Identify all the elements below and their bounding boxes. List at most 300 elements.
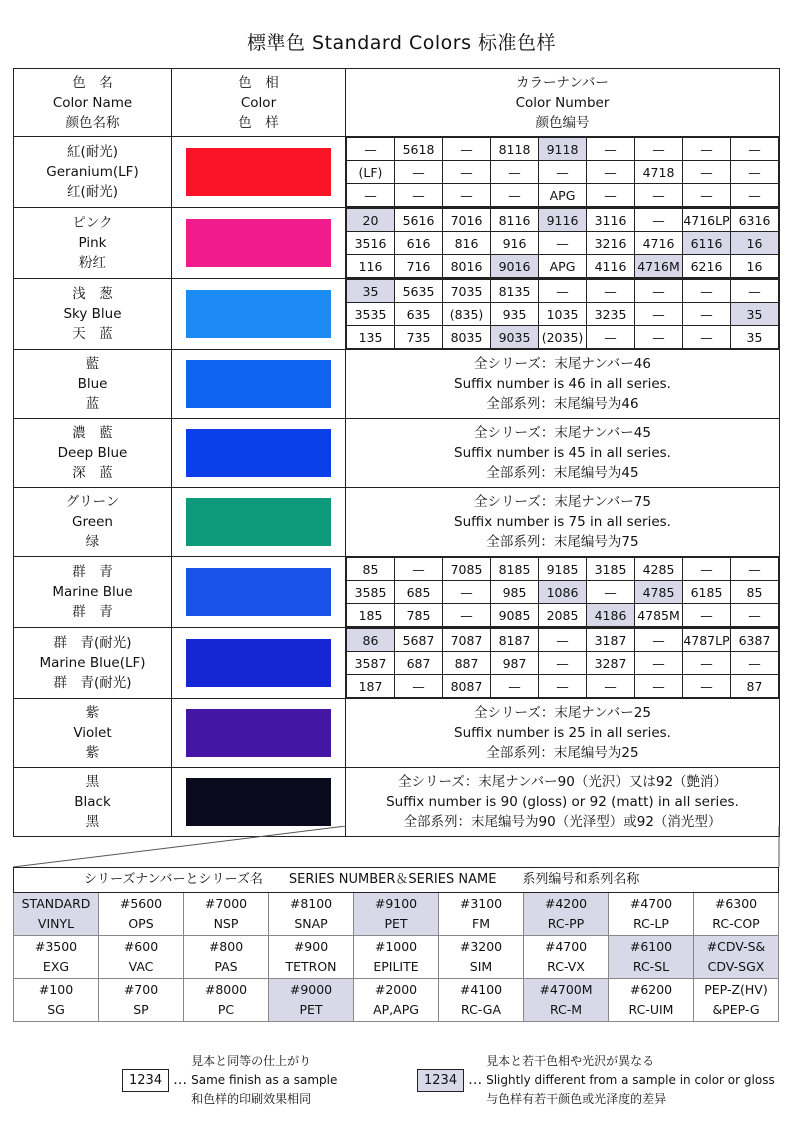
suffix-note-line: Suffix number is 46 in all series. bbox=[454, 376, 671, 392]
number-row bbox=[347, 604, 779, 627]
series-number: #6200 bbox=[629, 982, 673, 997]
color-number: — bbox=[731, 138, 779, 161]
series-name: AP,APG bbox=[373, 1002, 419, 1017]
color-number: 35 bbox=[731, 326, 779, 349]
legend-line: Same finish as a sample bbox=[191, 1073, 338, 1087]
series-name: RC-PP bbox=[547, 916, 585, 931]
series-name: RC-UIM bbox=[628, 1002, 674, 1017]
series-name: RC-COP bbox=[712, 916, 760, 931]
color-row-marineblue-lf bbox=[14, 628, 780, 699]
header-text: Color bbox=[240, 94, 277, 111]
color-number: 4785 bbox=[635, 581, 683, 604]
color-name-line: 群 青(耐光) bbox=[53, 675, 132, 691]
color-name-line: Black bbox=[74, 794, 111, 810]
series-number: #6300 bbox=[714, 896, 758, 911]
legend-text bbox=[191, 1052, 337, 1109]
color-name-line: 深 蓝 bbox=[72, 465, 113, 481]
color-number: 887 bbox=[443, 652, 491, 675]
series-number: #3500 bbox=[34, 939, 78, 954]
suffix-note-line: 全部系列：末尾编号为75 bbox=[486, 534, 639, 550]
legend-dots: … bbox=[173, 1072, 188, 1088]
series-number: #900 bbox=[293, 939, 329, 954]
legend-line: 与色样有若干颜色或光泽度的差异 bbox=[486, 1092, 667, 1106]
color-number: 20 bbox=[347, 209, 395, 232]
color-name-line: Marine Blue(LF) bbox=[39, 655, 146, 671]
color-number: — bbox=[443, 581, 491, 604]
series-name: NSP bbox=[213, 916, 239, 931]
color-number: 16 bbox=[731, 232, 779, 255]
legend-slightly-different bbox=[417, 1052, 775, 1109]
series-table bbox=[13, 867, 779, 1022]
color-number: — bbox=[587, 675, 635, 698]
color-number: 935 bbox=[491, 303, 539, 326]
series-cell bbox=[184, 893, 269, 936]
color-number: — bbox=[539, 161, 587, 184]
suffix-note-line: 全シリーズ：末尾ナンバー90（光沢）又は92（艶消） bbox=[397, 774, 728, 790]
color-number-grid bbox=[346, 208, 779, 278]
color-number: 3516 bbox=[347, 232, 395, 255]
number-row bbox=[347, 326, 779, 349]
color-number: 5687 bbox=[395, 629, 443, 652]
color-swatch-cell bbox=[172, 557, 346, 628]
series-cell bbox=[14, 936, 99, 979]
series-cell bbox=[14, 893, 99, 936]
color-numbers bbox=[346, 557, 780, 628]
color-name bbox=[14, 488, 172, 557]
series-cell bbox=[269, 979, 354, 1022]
color-name bbox=[14, 350, 172, 419]
color-number-grid bbox=[346, 279, 779, 349]
color-number: 3216 bbox=[587, 232, 635, 255]
series-name: RC-M bbox=[549, 1002, 583, 1017]
color-number: — bbox=[731, 652, 779, 675]
series-name: PC bbox=[217, 1002, 235, 1017]
series-number: #2000 bbox=[374, 982, 418, 997]
color-number: — bbox=[635, 629, 683, 652]
series-cell bbox=[609, 893, 694, 936]
color-name-line: 蓝 bbox=[85, 396, 100, 412]
color-number: 4716 bbox=[635, 232, 683, 255]
color-number: 86 bbox=[347, 629, 395, 652]
color-number: (835) bbox=[443, 303, 491, 326]
color-number: — bbox=[635, 303, 683, 326]
color-number: 85 bbox=[347, 558, 395, 581]
legend-dots: … bbox=[468, 1072, 483, 1088]
color-name-line: Blue bbox=[77, 376, 108, 392]
color-name-line: 濃 藍 bbox=[72, 425, 113, 441]
color-number: 9116 bbox=[539, 209, 587, 232]
series-name: OPS bbox=[128, 916, 154, 931]
color-number: 616 bbox=[395, 232, 443, 255]
series-cell bbox=[99, 936, 184, 979]
color-swatch-cell bbox=[172, 350, 346, 419]
header-color-name bbox=[14, 69, 172, 137]
legend-text bbox=[486, 1052, 775, 1109]
color-number: — bbox=[539, 675, 587, 698]
color-name-line: 群 青 bbox=[72, 604, 113, 620]
series-name: SG bbox=[47, 1002, 65, 1017]
color-numbers bbox=[346, 137, 780, 208]
series-name: SIM bbox=[469, 959, 493, 974]
header-text: 颜色名称 bbox=[65, 114, 120, 131]
color-number: — bbox=[443, 138, 491, 161]
color-name-line: Marine Blue bbox=[52, 584, 133, 600]
color-number: — bbox=[347, 184, 395, 207]
color-number: 3287 bbox=[587, 652, 635, 675]
color-name-line: 绿 bbox=[85, 534, 100, 550]
color-number: 16 bbox=[731, 255, 779, 278]
color-number: 8116 bbox=[491, 209, 539, 232]
series-number: #1000 bbox=[374, 939, 418, 954]
color-number: — bbox=[587, 326, 635, 349]
color-number: — bbox=[587, 161, 635, 184]
suffix-note-line: 全シリーズ：末尾ナンバー46 bbox=[474, 356, 651, 372]
color-number: 3587 bbox=[347, 652, 395, 675]
color-numbers bbox=[346, 208, 780, 279]
series-row bbox=[14, 936, 779, 979]
color-number: — bbox=[635, 184, 683, 207]
series-heading-row bbox=[14, 868, 779, 893]
color-number: — bbox=[731, 184, 779, 207]
color-number: 7016 bbox=[443, 209, 491, 232]
color-number: 6116 bbox=[683, 232, 731, 255]
color-number: — bbox=[539, 232, 587, 255]
color-name-line: 紅(耐光) bbox=[66, 144, 119, 160]
color-row-deepblue bbox=[14, 419, 780, 488]
color-number: 9016 bbox=[491, 255, 539, 278]
color-swatch bbox=[186, 360, 331, 408]
series-name: EPILITE bbox=[373, 959, 419, 974]
color-number: 687 bbox=[395, 652, 443, 675]
series-cell bbox=[269, 936, 354, 979]
color-number: 3235 bbox=[587, 303, 635, 326]
color-number: 716 bbox=[395, 255, 443, 278]
color-number: — bbox=[587, 184, 635, 207]
color-number: — bbox=[635, 326, 683, 349]
series-number: #4700 bbox=[544, 939, 588, 954]
series-name: RC-LP bbox=[633, 916, 669, 931]
series-number: #700 bbox=[123, 982, 159, 997]
color-number: — bbox=[395, 184, 443, 207]
color-number: 6185 bbox=[683, 581, 731, 604]
color-number: — bbox=[347, 138, 395, 161]
color-numbers bbox=[346, 699, 780, 768]
color-row-green bbox=[14, 488, 780, 557]
color-number: — bbox=[491, 161, 539, 184]
color-row-pink bbox=[14, 208, 780, 279]
color-swatch bbox=[186, 639, 331, 687]
color-number: — bbox=[635, 280, 683, 303]
color-number: 7035 bbox=[443, 280, 491, 303]
color-number: — bbox=[683, 161, 731, 184]
header-text: Color Number bbox=[515, 94, 610, 111]
color-swatch-cell bbox=[172, 279, 346, 350]
series-number: #9000 bbox=[289, 982, 333, 997]
color-number: — bbox=[635, 138, 683, 161]
color-number: 185 bbox=[347, 604, 395, 627]
color-name bbox=[14, 419, 172, 488]
color-number: 9035 bbox=[491, 326, 539, 349]
series-cell bbox=[524, 893, 609, 936]
color-number: 5616 bbox=[395, 209, 443, 232]
color-number: — bbox=[683, 303, 731, 326]
series-name: TETRON bbox=[285, 959, 337, 974]
series-name: PET bbox=[384, 916, 408, 931]
suffix-note-line: 全部系列：末尾编号为46 bbox=[486, 396, 639, 412]
color-swatch-cell bbox=[172, 419, 346, 488]
suffix-note-line: Suffix number is 45 in all series. bbox=[454, 445, 671, 461]
series-number: #9100 bbox=[374, 896, 418, 911]
color-name-line: 群 青(耐光) bbox=[53, 635, 132, 651]
header-text: 色 相 bbox=[238, 74, 279, 91]
color-row-marineblue bbox=[14, 557, 780, 628]
color-number: — bbox=[443, 604, 491, 627]
series-cell bbox=[524, 979, 609, 1022]
series-cell bbox=[439, 893, 524, 936]
legend-sample-box: 1234 bbox=[122, 1069, 169, 1092]
color-number: 785 bbox=[395, 604, 443, 627]
series-cell bbox=[99, 979, 184, 1022]
color-number: 35 bbox=[347, 280, 395, 303]
color-name-line: ピンク bbox=[72, 215, 113, 231]
series-cell bbox=[694, 893, 779, 936]
color-name bbox=[14, 208, 172, 279]
color-number: — bbox=[731, 604, 779, 627]
color-number: — bbox=[539, 280, 587, 303]
color-number: — bbox=[683, 652, 731, 675]
series-number: #8100 bbox=[289, 896, 333, 911]
color-number: 916 bbox=[491, 232, 539, 255]
color-name-line: 紫 bbox=[85, 705, 100, 721]
legend-line: Slightly different from a sample in color or gloss bbox=[486, 1073, 775, 1087]
header-color-swatch bbox=[172, 69, 346, 137]
color-number: 4716LP bbox=[683, 209, 731, 232]
color-number: — bbox=[731, 558, 779, 581]
series-cell bbox=[354, 936, 439, 979]
color-name-line: Sky Blue bbox=[63, 306, 122, 322]
series-number: #8000 bbox=[204, 982, 248, 997]
color-number: 4116 bbox=[587, 255, 635, 278]
header-text: 色 样 bbox=[238, 114, 279, 131]
color-swatch-cell bbox=[172, 208, 346, 279]
series-number: #4700 bbox=[629, 896, 673, 911]
series-name: SP bbox=[133, 1002, 149, 1017]
color-number: 7085 bbox=[443, 558, 491, 581]
color-swatch bbox=[186, 429, 331, 477]
color-name-line: グリーン bbox=[65, 494, 120, 510]
color-number: 3585 bbox=[347, 581, 395, 604]
color-swatch bbox=[186, 498, 331, 546]
header-text: 颜色编号 bbox=[535, 114, 590, 131]
color-number-grid bbox=[346, 137, 779, 207]
series-name: PAS bbox=[214, 959, 238, 974]
color-number: 3185 bbox=[587, 558, 635, 581]
series-name: FM bbox=[472, 916, 490, 931]
color-number: 8135 bbox=[491, 280, 539, 303]
color-number: 187 bbox=[347, 675, 395, 698]
header-color-number bbox=[346, 69, 780, 137]
color-number: 735 bbox=[395, 326, 443, 349]
suffix-note-line: 全シリーズ：末尾ナンバー25 bbox=[474, 705, 651, 721]
color-number: 8187 bbox=[491, 629, 539, 652]
color-name-line: 红(耐光) bbox=[66, 184, 119, 200]
color-number: — bbox=[683, 184, 731, 207]
color-number: — bbox=[587, 138, 635, 161]
suffix-note-line: 全部系列：末尾编号为45 bbox=[486, 465, 639, 481]
series-cell bbox=[184, 979, 269, 1022]
color-name-line: Geranium(LF) bbox=[46, 164, 139, 180]
color-number: — bbox=[443, 184, 491, 207]
color-number: — bbox=[683, 138, 731, 161]
color-number: 7087 bbox=[443, 629, 491, 652]
series-number: #7000 bbox=[204, 896, 248, 911]
series-name: VAC bbox=[128, 959, 154, 974]
color-name bbox=[14, 279, 172, 350]
color-number: 3535 bbox=[347, 303, 395, 326]
color-number: APG bbox=[539, 184, 587, 207]
color-number: — bbox=[683, 558, 731, 581]
number-row bbox=[347, 558, 779, 581]
series-cell bbox=[694, 936, 779, 979]
series-name: SNAP bbox=[294, 916, 328, 931]
color-name-line: 藍 bbox=[85, 356, 100, 372]
color-number-grid bbox=[346, 557, 779, 627]
color-number: 3187 bbox=[587, 629, 635, 652]
header-text: カラーナンバー bbox=[516, 74, 609, 91]
color-number: 9118 bbox=[539, 138, 587, 161]
series-name: RC-SL bbox=[632, 959, 670, 974]
series-row bbox=[14, 979, 779, 1022]
suffix-note-line: Suffix number is 25 in all series. bbox=[454, 725, 671, 741]
series-cell bbox=[439, 979, 524, 1022]
series-number: #100 bbox=[38, 982, 74, 997]
color-number: 2085 bbox=[539, 604, 587, 627]
color-number: APG bbox=[539, 255, 587, 278]
series-name: &PEP-G bbox=[712, 1002, 760, 1017]
number-row bbox=[347, 138, 779, 161]
color-number: 85 bbox=[731, 581, 779, 604]
number-row bbox=[347, 675, 779, 698]
series-cell bbox=[14, 979, 99, 1022]
series-name: CDV-SGX bbox=[707, 959, 765, 974]
color-swatch bbox=[186, 568, 331, 616]
color-name-line: Deep Blue bbox=[57, 445, 128, 461]
color-number: 135 bbox=[347, 326, 395, 349]
number-row bbox=[347, 629, 779, 652]
color-number: 87 bbox=[731, 675, 779, 698]
suffix-note-line: Suffix number is 75 in all series. bbox=[454, 514, 671, 530]
color-number: 4785M bbox=[635, 604, 683, 627]
series-number: #3200 bbox=[459, 939, 503, 954]
color-name-line: 黒 bbox=[85, 774, 100, 790]
series-name: VINYL bbox=[37, 916, 75, 931]
color-number: 6216 bbox=[683, 255, 731, 278]
standard-colors-table bbox=[13, 68, 780, 837]
table-header bbox=[14, 69, 780, 137]
color-number: 816 bbox=[443, 232, 491, 255]
color-number: 1035 bbox=[539, 303, 587, 326]
series-cell bbox=[609, 936, 694, 979]
series-cell bbox=[524, 936, 609, 979]
color-number: — bbox=[395, 675, 443, 698]
series-number: #6100 bbox=[629, 939, 673, 954]
color-number: — bbox=[443, 161, 491, 184]
color-number: 4716M bbox=[635, 255, 683, 278]
series-cell bbox=[354, 893, 439, 936]
color-number: 6387 bbox=[731, 629, 779, 652]
table-connector-lines bbox=[13, 826, 793, 868]
color-name-line: 浅 葱 bbox=[72, 286, 113, 302]
color-number: — bbox=[395, 161, 443, 184]
series-heading: シリーズナンバーとシリーズ名 SERIES NUMBER＆SERIES NAME 系列编号和系列名称 bbox=[14, 868, 779, 893]
series-number: #CDV-S& bbox=[706, 939, 766, 954]
color-number: 8016 bbox=[443, 255, 491, 278]
color-numbers bbox=[346, 350, 780, 419]
color-number: (LF) bbox=[347, 161, 395, 184]
color-number: 8035 bbox=[443, 326, 491, 349]
series-number: #3100 bbox=[459, 896, 503, 911]
color-number: 8087 bbox=[443, 675, 491, 698]
series-number: #4700M bbox=[539, 982, 593, 997]
color-swatch-cell bbox=[172, 628, 346, 699]
color-number: — bbox=[395, 558, 443, 581]
color-name-line: 群 青 bbox=[72, 564, 113, 580]
color-numbers bbox=[346, 419, 780, 488]
color-name-line: Green bbox=[72, 514, 113, 530]
color-row-skyblue bbox=[14, 279, 780, 350]
color-number-grid bbox=[346, 628, 779, 698]
series-cell bbox=[99, 893, 184, 936]
color-number: — bbox=[491, 184, 539, 207]
color-number: — bbox=[539, 652, 587, 675]
color-number: 9185 bbox=[539, 558, 587, 581]
color-row-violet bbox=[14, 699, 780, 768]
color-number: — bbox=[683, 604, 731, 627]
color-number: (2035) bbox=[539, 326, 587, 349]
color-number: 116 bbox=[347, 255, 395, 278]
series-cell bbox=[184, 936, 269, 979]
legend-line: 見本と同等の仕上がり bbox=[191, 1054, 312, 1068]
suffix-note-line: 全シリーズ：末尾ナンバー45 bbox=[474, 425, 651, 441]
color-number: 35 bbox=[731, 303, 779, 326]
series-cell bbox=[694, 979, 779, 1022]
suffix-note-line: 全部系列：末尾编号为25 bbox=[486, 745, 639, 761]
color-swatch-cell bbox=[172, 137, 346, 208]
series-cell bbox=[354, 979, 439, 1022]
number-row bbox=[347, 652, 779, 675]
legend-same-finish bbox=[122, 1052, 337, 1109]
color-numbers bbox=[346, 488, 780, 557]
color-row-blue bbox=[14, 350, 780, 419]
series-number: #4200 bbox=[544, 896, 588, 911]
color-name-line: Pink bbox=[78, 235, 107, 251]
color-swatch bbox=[186, 290, 331, 338]
color-number: 8118 bbox=[491, 138, 539, 161]
color-name bbox=[14, 699, 172, 768]
color-number: 985 bbox=[491, 581, 539, 604]
color-number: 4718 bbox=[635, 161, 683, 184]
header-text: Color Name bbox=[52, 94, 133, 111]
color-swatch bbox=[186, 148, 331, 196]
color-number: 4787LP bbox=[683, 629, 731, 652]
color-swatch-cell bbox=[172, 488, 346, 557]
color-number: — bbox=[587, 280, 635, 303]
series-name: PET bbox=[299, 1002, 323, 1017]
series-name: RC-GA bbox=[461, 1002, 501, 1017]
color-number: — bbox=[635, 675, 683, 698]
color-name-line: Violet bbox=[73, 725, 112, 741]
number-row bbox=[347, 255, 779, 278]
